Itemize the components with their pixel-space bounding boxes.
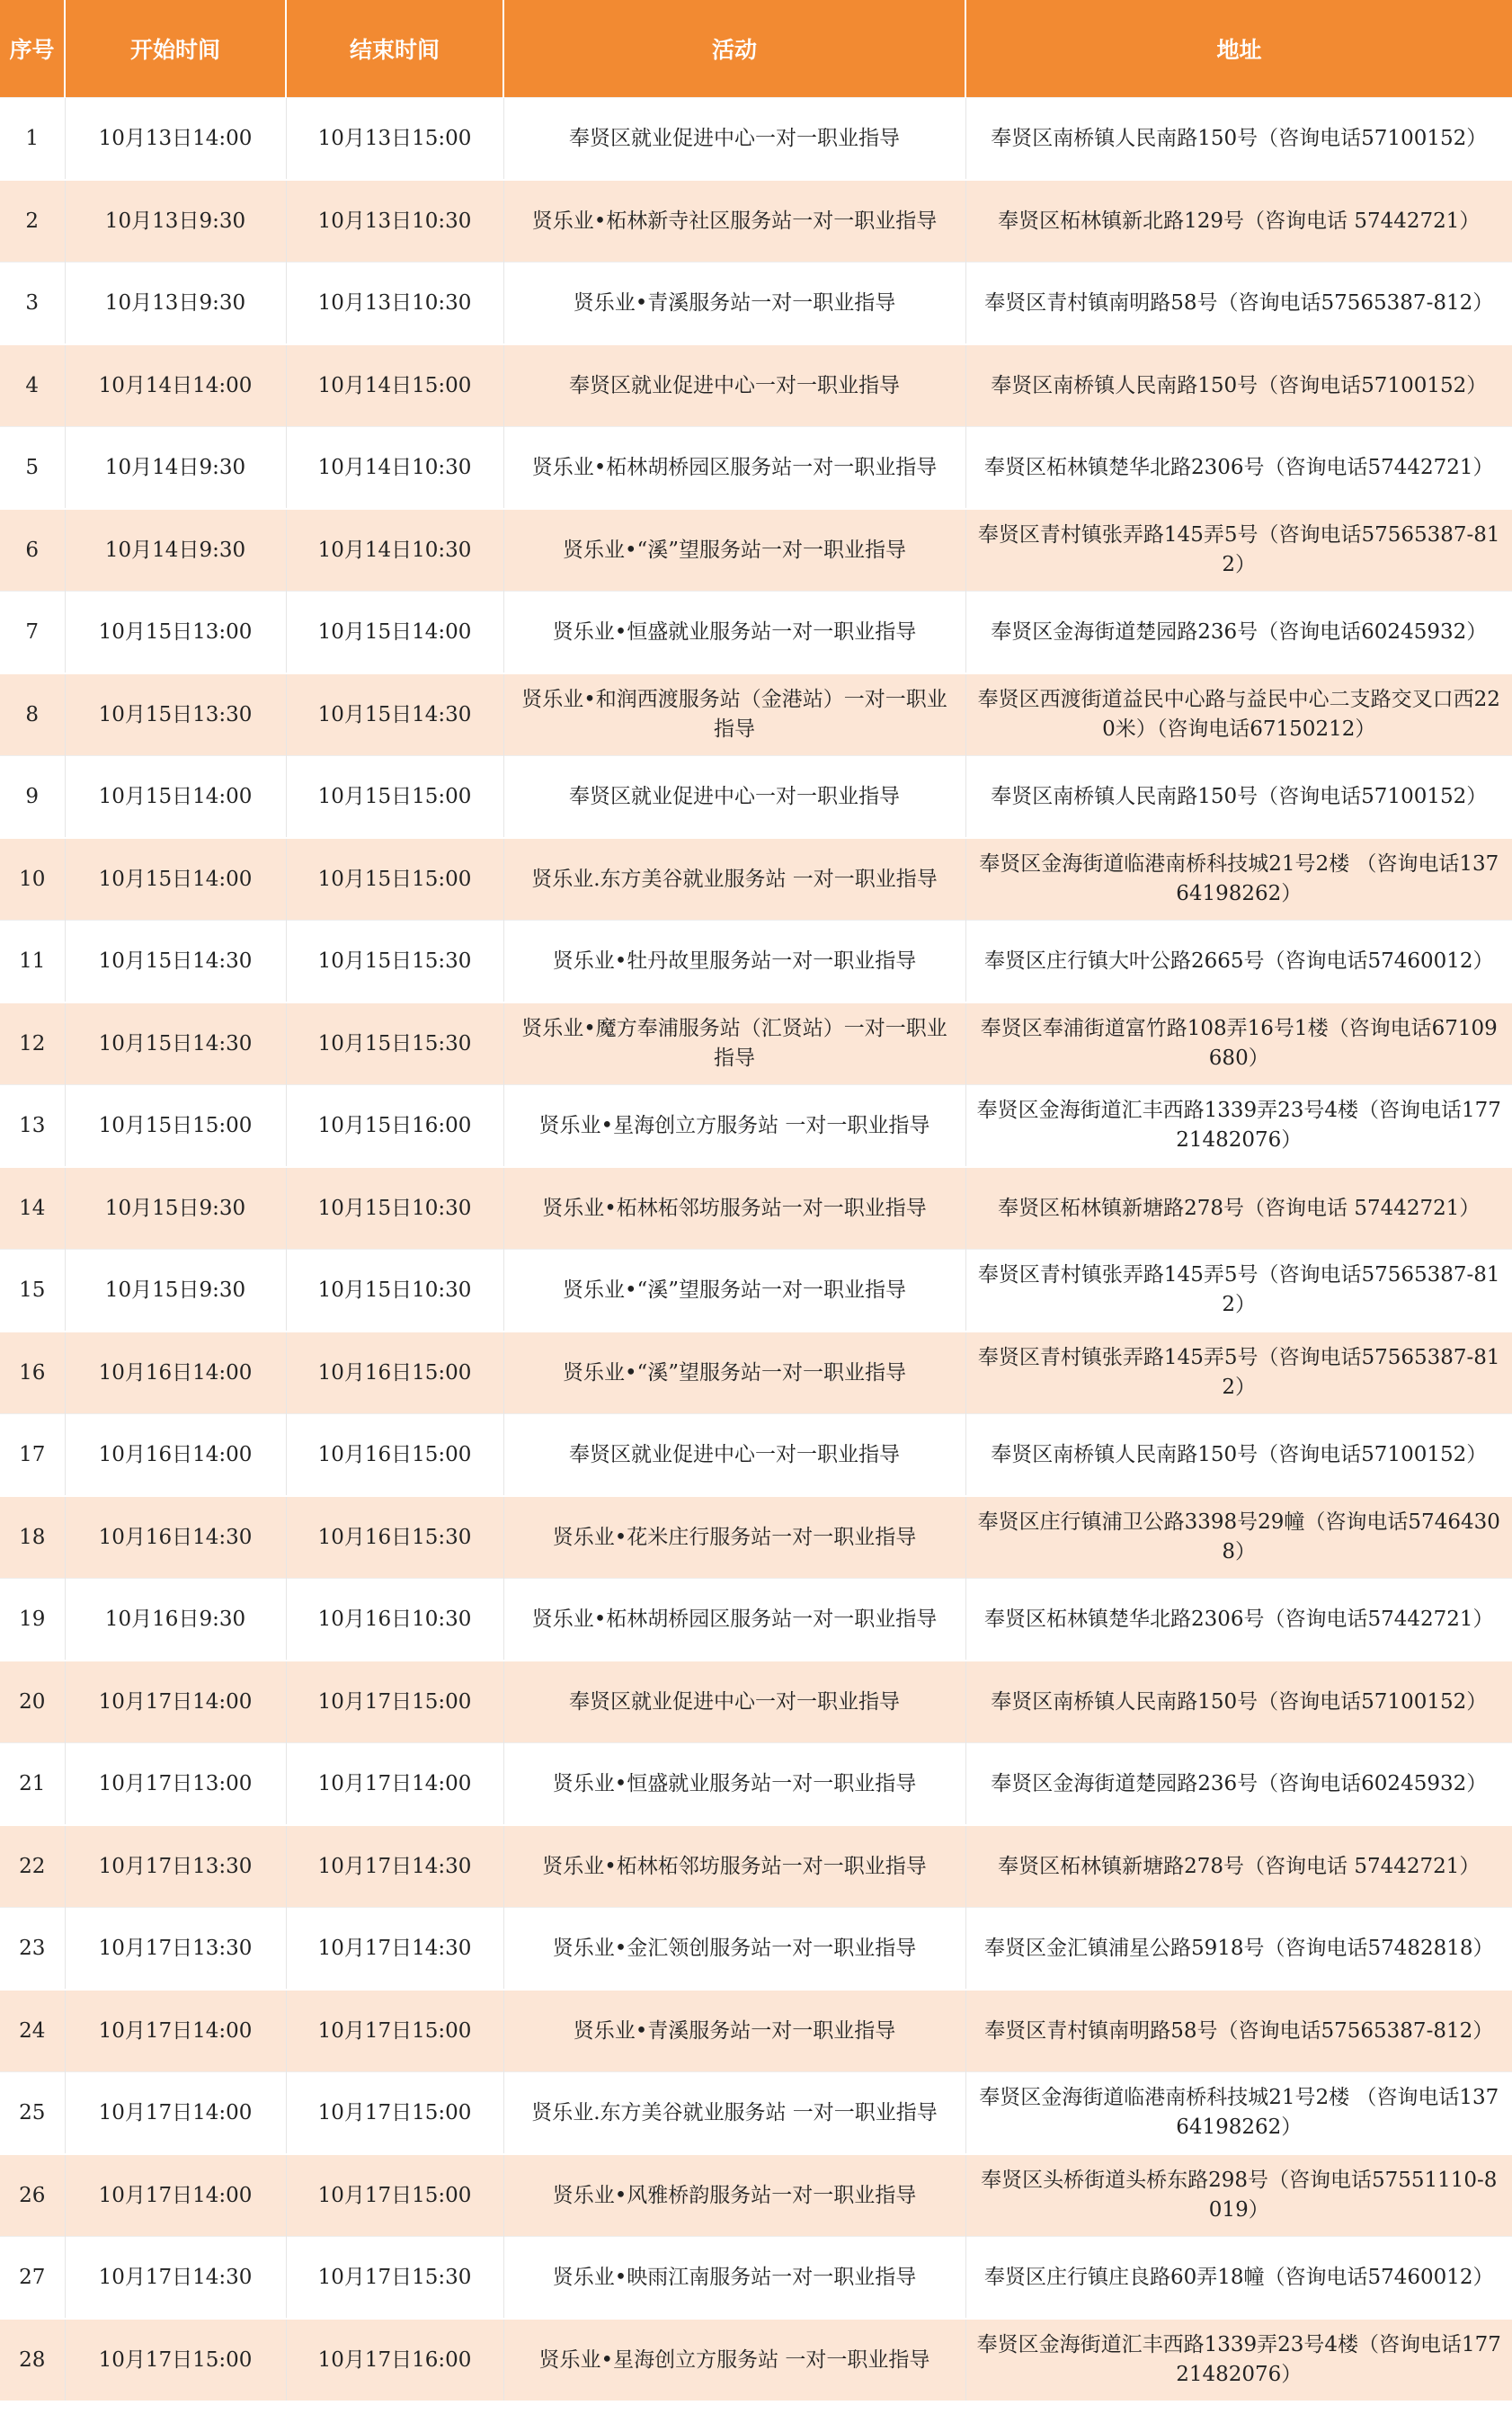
table-row (0, 509, 1512, 592)
cell-activity: 奉贤区就业促进中心一对一职业指导 (503, 1414, 965, 1497)
cell-activity: 贤乐业•青溪服务站一对一职业指导 (503, 1990, 965, 2072)
cell-start-time: 10月13日14:00 (65, 98, 286, 181)
cell-address: 奉贤区柘林镇新塘路278号（咨询电话 57442721） (965, 1825, 1512, 1908)
cell-start-time: 10月15日14:00 (65, 838, 286, 921)
cell-activity: 贤乐业•柘林新寺社区服务站一对一职业指导 (503, 180, 965, 263)
header-activity: 活动 (503, 0, 965, 98)
header-end-time: 结束时间 (286, 0, 503, 98)
cell-start-time: 10月16日14:30 (65, 1496, 286, 1579)
cell-end-time: 10月16日15:30 (286, 1496, 503, 1579)
cell-address: 奉贤区西渡街道益民中心路与益民中心二支路交叉口西220米）（咨询电话67150212） (965, 673, 1512, 756)
table-row (0, 1908, 1512, 1991)
cell-index: 17 (0, 1414, 65, 1497)
cell-address: 奉贤区金海街道楚园路236号（咨询电话60245932） (965, 592, 1512, 674)
table-row (0, 1990, 1512, 2072)
cell-index: 10 (0, 838, 65, 921)
cell-end-time: 10月17日15:00 (286, 2154, 503, 2237)
header-address: 地址 (965, 0, 1512, 98)
cell-start-time: 10月15日13:00 (65, 592, 286, 674)
cell-index: 28 (0, 2319, 65, 2401)
cell-address: 奉贤区金海街道汇丰西路1339弄23号4楼（咨询电话17721482076） (965, 2319, 1512, 2401)
cell-activity: 奉贤区就业促进中心一对一职业指导 (503, 1661, 965, 1743)
cell-end-time: 10月16日10:30 (286, 1579, 503, 1661)
table-row (0, 673, 1512, 756)
cell-index: 16 (0, 1332, 65, 1414)
cell-end-time: 10月15日15:30 (286, 921, 503, 1003)
cell-activity: 贤乐业•星海创立方服务站 一对一职业指导 (503, 2319, 965, 2401)
cell-address: 奉贤区金海街道临港南桥科技城21号2楼 （咨询电话13764198262） (965, 2072, 1512, 2155)
cell-index: 1 (0, 98, 65, 181)
cell-index: 8 (0, 673, 65, 756)
cell-index: 14 (0, 1167, 65, 1250)
cell-start-time: 10月15日14:30 (65, 1002, 286, 1085)
cell-address: 奉贤区青村镇张弄路145弄5号（咨询电话57565387-812） (965, 509, 1512, 592)
cell-activity: 贤乐业•“溪”望服务站一对一职业指导 (503, 509, 965, 592)
table-row (0, 921, 1512, 1003)
cell-start-time: 10月13日9:30 (65, 180, 286, 263)
cell-index: 7 (0, 592, 65, 674)
cell-activity: 贤乐业.东方美谷就业服务站 一对一职业指导 (503, 838, 965, 921)
cell-end-time: 10月17日14:30 (286, 1908, 503, 1991)
table-row (0, 2319, 1512, 2401)
cell-start-time: 10月15日14:30 (65, 921, 286, 1003)
cell-index: 26 (0, 2154, 65, 2237)
cell-address: 奉贤区金海街道临港南桥科技城21号2楼 （咨询电话13764198262） (965, 838, 1512, 921)
cell-end-time: 10月16日15:00 (286, 1332, 503, 1414)
cell-address: 奉贤区庄行镇庄良路60弄18幢（咨询电话57460012） (965, 2237, 1512, 2320)
table-row (0, 1250, 1512, 1332)
cell-address: 奉贤区头桥街道头桥东路298号（咨询电话57551110-8019） (965, 2154, 1512, 2237)
cell-end-time: 10月13日10:30 (286, 180, 503, 263)
cell-activity: 贤乐业•青溪服务站一对一职业指导 (503, 263, 965, 345)
table-row (0, 1167, 1512, 1250)
cell-end-time: 10月16日15:00 (286, 1414, 503, 1497)
cell-activity: 贤乐业•映雨江南服务站一对一职业指导 (503, 2237, 965, 2320)
cell-index: 22 (0, 1825, 65, 1908)
cell-index: 4 (0, 344, 65, 427)
cell-address: 奉贤区柘林镇楚华北路2306号（咨询电话57442721） (965, 1579, 1512, 1661)
cell-index: 11 (0, 921, 65, 1003)
cell-end-time: 10月17日15:00 (286, 1990, 503, 2072)
cell-end-time: 10月14日10:30 (286, 509, 503, 592)
table-body (0, 98, 1512, 2401)
cell-index: 6 (0, 509, 65, 592)
cell-address: 奉贤区柘林镇新塘路278号（咨询电话 57442721） (965, 1167, 1512, 1250)
cell-activity: 贤乐业•柘林柘邻坊服务站一对一职业指导 (503, 1825, 965, 1908)
cell-end-time: 10月15日15:30 (286, 1002, 503, 1085)
cell-end-time: 10月17日16:00 (286, 2319, 503, 2401)
cell-start-time: 10月13日9:30 (65, 263, 286, 345)
table-row (0, 180, 1512, 263)
cell-end-time: 10月14日15:00 (286, 344, 503, 427)
cell-start-time: 10月17日14:00 (65, 1990, 286, 2072)
cell-activity: 贤乐业•星海创立方服务站 一对一职业指导 (503, 1085, 965, 1168)
cell-start-time: 10月17日13:00 (65, 1743, 286, 1826)
cell-activity: 奉贤区就业促进中心一对一职业指导 (503, 98, 965, 181)
table-row (0, 592, 1512, 674)
cell-activity: 贤乐业•“溪”望服务站一对一职业指导 (503, 1250, 965, 1332)
cell-end-time: 10月14日10:30 (286, 427, 503, 510)
cell-activity: 贤乐业•牡丹故里服务站一对一职业指导 (503, 921, 965, 1003)
cell-address: 奉贤区南桥镇人民南路150号（咨询电话57100152） (965, 1661, 1512, 1743)
cell-address: 奉贤区金海街道汇丰西路1339弄23号4楼（咨询电话17721482076） (965, 1085, 1512, 1168)
cell-address: 奉贤区青村镇南明路58号（咨询电话57565387-812） (965, 1990, 1512, 2072)
cell-index: 20 (0, 1661, 65, 1743)
cell-end-time: 10月13日15:00 (286, 98, 503, 181)
cell-activity: 贤乐业•恒盛就业服务站一对一职业指导 (503, 1743, 965, 1826)
table-row (0, 1002, 1512, 1085)
cell-index: 27 (0, 2237, 65, 2320)
table-row (0, 1332, 1512, 1414)
cell-end-time: 10月15日15:00 (286, 756, 503, 839)
cell-index: 9 (0, 756, 65, 839)
cell-index: 3 (0, 263, 65, 345)
cell-activity: 贤乐业•金汇领创服务站一对一职业指导 (503, 1908, 965, 1991)
table-row (0, 98, 1512, 181)
cell-index: 13 (0, 1085, 65, 1168)
table-row (0, 1414, 1512, 1497)
table-row (0, 1496, 1512, 1579)
cell-index: 12 (0, 1002, 65, 1085)
cell-address: 奉贤区南桥镇人民南路150号（咨询电话57100152） (965, 98, 1512, 181)
cell-address: 奉贤区金海街道楚园路236号（咨询电话60245932） (965, 1743, 1512, 1826)
cell-start-time: 10月16日14:00 (65, 1414, 286, 1497)
cell-start-time: 10月16日9:30 (65, 1579, 286, 1661)
cell-index: 25 (0, 2072, 65, 2155)
cell-start-time: 10月15日15:00 (65, 1085, 286, 1168)
cell-index: 15 (0, 1250, 65, 1332)
cell-activity: 贤乐业•柘林胡桥园区服务站一对一职业指导 (503, 1579, 965, 1661)
table-row (0, 2237, 1512, 2320)
cell-address: 奉贤区奉浦街道富竹路108弄16号1楼（咨询电话67109680） (965, 1002, 1512, 1085)
cell-index: 21 (0, 1743, 65, 1826)
cell-start-time: 10月17日14:00 (65, 1661, 286, 1743)
cell-start-time: 10月14日14:00 (65, 344, 286, 427)
cell-index: 19 (0, 1579, 65, 1661)
cell-address: 奉贤区柘林镇新北路129号（咨询电话 57442721） (965, 180, 1512, 263)
cell-end-time: 10月17日15:00 (286, 2072, 503, 2155)
cell-address: 奉贤区南桥镇人民南路150号（咨询电话57100152） (965, 344, 1512, 427)
cell-address: 奉贤区南桥镇人民南路150号（咨询电话57100152） (965, 1414, 1512, 1497)
cell-end-time: 10月17日14:30 (286, 1825, 503, 1908)
cell-address: 奉贤区南桥镇人民南路150号（咨询电话57100152） (965, 756, 1512, 839)
cell-activity: 贤乐业•恒盛就业服务站一对一职业指导 (503, 592, 965, 674)
cell-address: 奉贤区金汇镇浦星公路5918号（咨询电话57482818） (965, 1908, 1512, 1991)
cell-end-time: 10月17日15:00 (286, 1661, 503, 1743)
cell-start-time: 10月16日14:00 (65, 1332, 286, 1414)
cell-start-time: 10月15日13:30 (65, 673, 286, 756)
cell-address: 奉贤区庄行镇大叶公路2665号（咨询电话57460012） (965, 921, 1512, 1003)
cell-activity: 贤乐业•风雅桥韵服务站一对一职业指导 (503, 2154, 965, 2237)
cell-activity: 贤乐业•和润西渡服务站（金港站）一对一职业指导 (503, 673, 965, 756)
cell-start-time: 10月17日13:30 (65, 1908, 286, 1991)
cell-index: 24 (0, 1990, 65, 2072)
cell-address: 奉贤区青村镇张弄路145弄5号（咨询电话57565387-812） (965, 1332, 1512, 1414)
cell-activity: 贤乐业•柘林柘邻坊服务站一对一职业指导 (503, 1167, 965, 1250)
cell-activity: 奉贤区就业促进中心一对一职业指导 (503, 344, 965, 427)
cell-end-time: 10月17日14:00 (286, 1743, 503, 1826)
table-row (0, 2072, 1512, 2155)
cell-start-time: 10月17日13:30 (65, 1825, 286, 1908)
cell-activity: 贤乐业.东方美谷就业服务站 一对一职业指导 (503, 2072, 965, 2155)
cell-start-time: 10月14日9:30 (65, 427, 286, 510)
cell-address: 奉贤区柘林镇楚华北路2306号（咨询电话57442721） (965, 427, 1512, 510)
table-row (0, 756, 1512, 839)
cell-start-time: 10月17日14:30 (65, 2237, 286, 2320)
cell-end-time: 10月15日16:00 (286, 1085, 503, 1168)
cell-start-time: 10月15日9:30 (65, 1250, 286, 1332)
table-row (0, 1579, 1512, 1661)
cell-start-time: 10月17日14:00 (65, 2154, 286, 2237)
cell-end-time: 10月17日15:30 (286, 2237, 503, 2320)
cell-end-time: 10月15日10:30 (286, 1167, 503, 1250)
cell-end-time: 10月15日14:00 (286, 592, 503, 674)
table-row (0, 1085, 1512, 1168)
table-row (0, 1825, 1512, 1908)
cell-index: 5 (0, 427, 65, 510)
table-row (0, 344, 1512, 427)
cell-address: 奉贤区青村镇张弄路145弄5号（咨询电话57565387-812） (965, 1250, 1512, 1332)
cell-index: 18 (0, 1496, 65, 1579)
cell-start-time: 10月17日14:00 (65, 2072, 286, 2155)
cell-end-time: 10月15日14:30 (286, 673, 503, 756)
header-row (0, 0, 1512, 98)
cell-start-time: 10月14日9:30 (65, 509, 286, 592)
header-start-time: 开始时间 (65, 0, 286, 98)
table-row (0, 1661, 1512, 1743)
cell-end-time: 10月13日10:30 (286, 263, 503, 345)
table-row (0, 1743, 1512, 1826)
cell-address: 奉贤区青村镇南明路58号（咨询电话57565387-812） (965, 263, 1512, 345)
cell-activity: 贤乐业•“溪”望服务站一对一职业指导 (503, 1332, 965, 1414)
table-row (0, 838, 1512, 921)
cell-start-time: 10月15日9:30 (65, 1167, 286, 1250)
table-row (0, 427, 1512, 510)
cell-activity: 贤乐业•魔方奉浦服务站（汇贤站）一对一职业指导 (503, 1002, 965, 1085)
cell-start-time: 10月15日14:00 (65, 756, 286, 839)
cell-index: 23 (0, 1908, 65, 1991)
cell-end-time: 10月15日10:30 (286, 1250, 503, 1332)
table-row (0, 2154, 1512, 2237)
table-header (0, 0, 1512, 98)
cell-activity: 奉贤区就业促进中心一对一职业指导 (503, 756, 965, 839)
cell-start-time: 10月17日15:00 (65, 2319, 286, 2401)
cell-end-time: 10月15日15:00 (286, 838, 503, 921)
cell-activity: 贤乐业•柘林胡桥园区服务站一对一职业指导 (503, 427, 965, 510)
cell-index: 2 (0, 180, 65, 263)
cell-activity: 贤乐业•花米庄行服务站一对一职业指导 (503, 1496, 965, 1579)
table-row (0, 263, 1512, 345)
header-index: 序号 (0, 0, 65, 98)
cell-address: 奉贤区庄行镇浦卫公路3398号29幢（咨询电话57464308） (965, 1496, 1512, 1579)
